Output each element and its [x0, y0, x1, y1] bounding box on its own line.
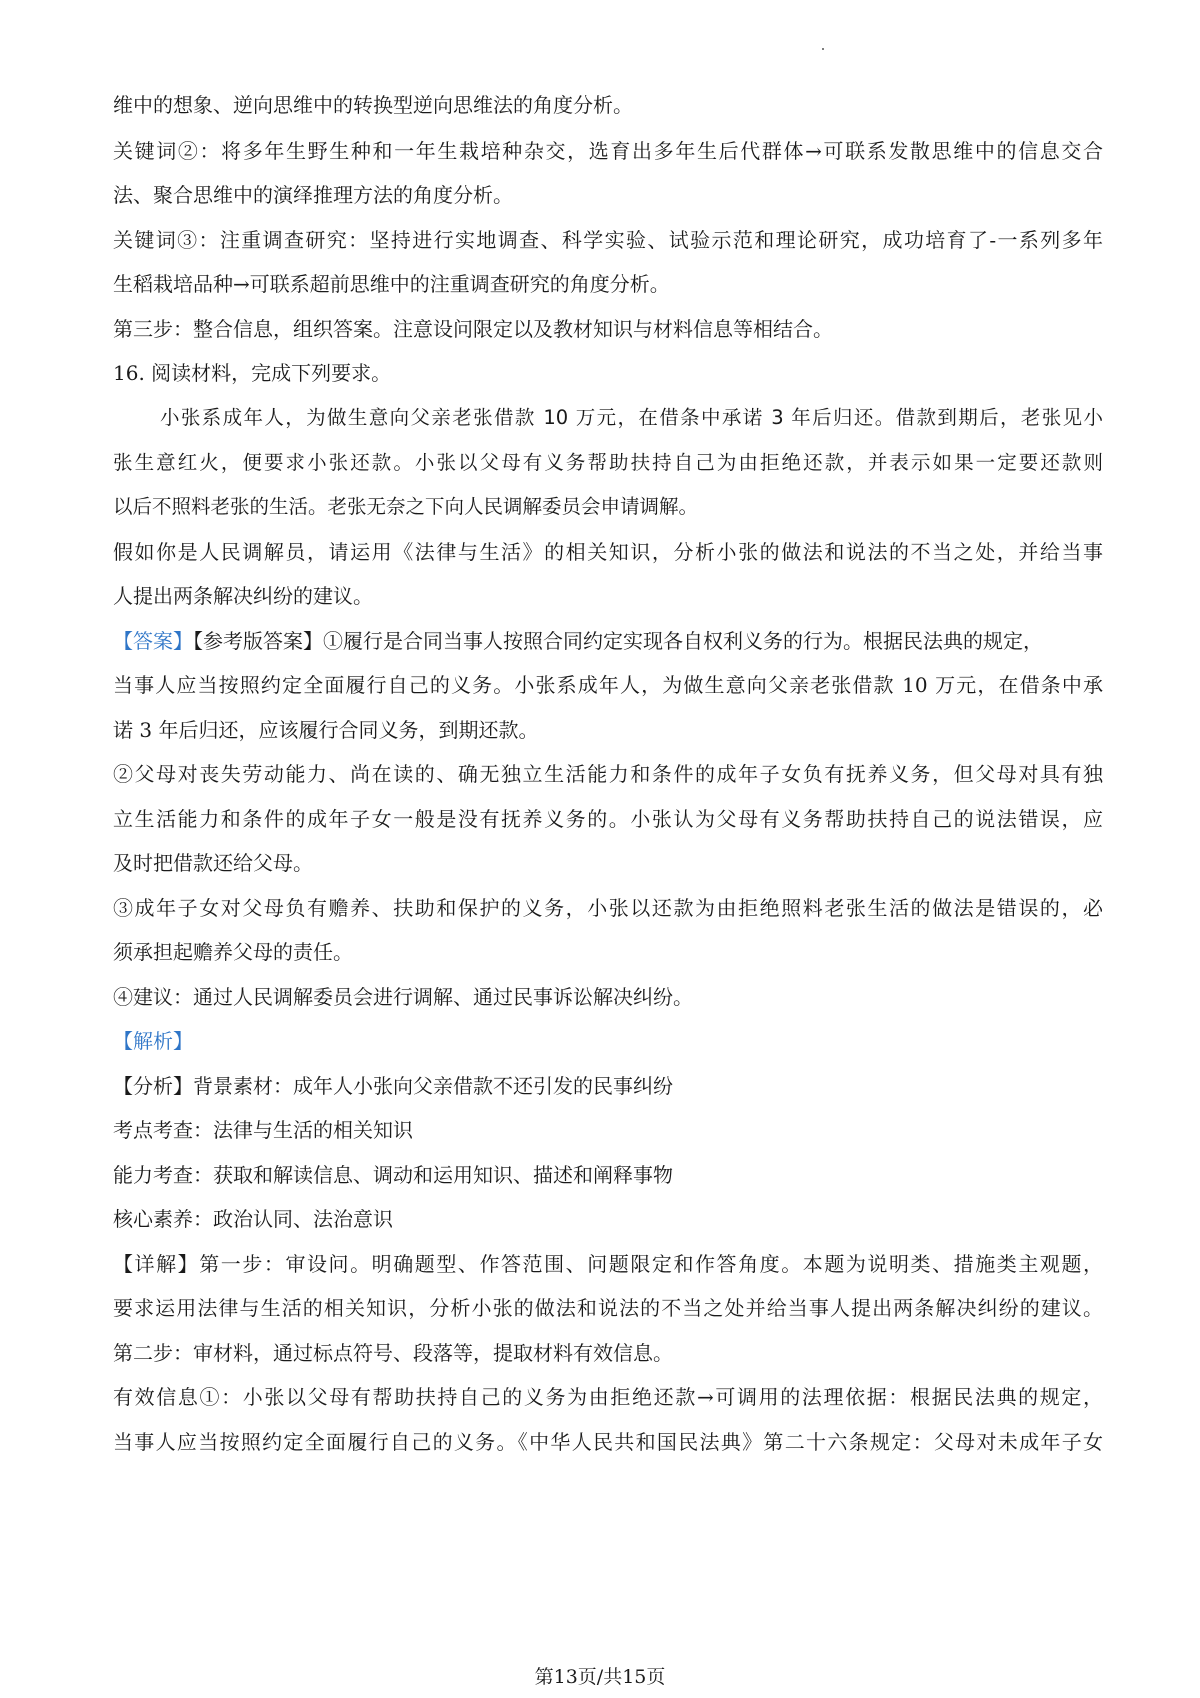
text-line: 法、聚合思维中的演绎推理方法的角度分析。: [113, 183, 513, 207]
analysis-line: 有效信息①：小张以父母有帮助扶持自己的义务为由拒绝还款→可调用的法理依据：根据民法典的规定，: [113, 1385, 1103, 1409]
analysis-line: 核心素养：政治认同、法治意识: [113, 1207, 393, 1231]
answer-line: 立生活能力和条件的成年子女一般是没有抚养义务的。小张认为父母有义务帮助扶持自己的说法错误，应: [113, 807, 1103, 831]
answer-tag: 【答案】: [113, 629, 193, 653]
answer-line: 须承担起赡养父母的责任。: [113, 940, 353, 964]
question-line: 人提出两条解决纠纷的建议。: [113, 584, 373, 608]
page-number: 第13页/共15页: [534, 1666, 666, 1688]
answer-line: 及时把借款还给父母。: [113, 851, 313, 875]
answer-line: 诺 3 年后归还，应该履行合同义务，到期还款。: [113, 718, 539, 742]
question-line: 假如你是人民调解员，请运用《法律与生活》的相关知识，分析小张的做法和说法的不当之处，并给当事: [113, 540, 1103, 564]
scan-dot: [822, 48, 824, 50]
analysis-line: 【分析】背景素材：成年人小张向父亲借款不还引发的民事纠纷: [113, 1074, 673, 1098]
text-line: 维中的想象、逆向思维中的转换型逆向思维法的角度分析。: [113, 93, 633, 117]
answer-line: ③成年子女对父母负有赡养、扶助和保护的义务，小张以还款为由拒绝照料老张生活的做法是错误的，必: [113, 896, 1103, 920]
analysis-line: 【详解】第一步：审设问。明确题型、作答范围、问题限定和作答角度。本题为说明类、措施类主观题，: [113, 1252, 1103, 1276]
analysis-tag: 【解析】: [113, 1029, 193, 1053]
analysis-line: 当事人应当按照约定全面履行自己的义务。《中华人民共和国民法典》第二十六条规定：父母对未成年子女: [113, 1430, 1103, 1454]
answer-line: ④建议：通过人民调解委员会进行调解、通过民事诉讼解决纠纷。: [113, 985, 693, 1009]
answer-line: ②父母对丧失劳动能力、尚在读的、确无独立生活能力和条件的成年子女负有抚养义务，但父母对具有独: [113, 762, 1103, 786]
question-title: 16. 阅读材料，完成下列要求。: [113, 361, 392, 385]
analysis-line: 第二步：审材料，通过标点符号、段落等，提取材料有效信息。: [113, 1341, 673, 1365]
analysis-line: 能力考查：获取和解读信息、调动和运用知识、描述和阐释事物: [113, 1163, 673, 1187]
analysis-line: 要求运用法律与生活的相关知识，分析小张的做法和说法的不当之处并给当事人提出两条解决纠纷的建议。: [113, 1296, 1103, 1320]
material-line: 小张系成年人，为做生意向父亲老张借款 10 万元，在借条中承诺 3 年后归还。借款到期后，老张见小: [160, 406, 1103, 429]
answer-line: 当事人应当按照约定全面履行自己的义务。小张系成年人，为做生意向父亲老张借款 10 万元，在借条中承: [113, 673, 1103, 697]
material-line: 以后不照料老张的生活。老张无奈之下向人民调解委员会申请调解。: [113, 495, 699, 518]
material-line: 张生意红火，便要求小张还款。小张以父母有义务帮助扶持自己为由拒绝还款，并表示如果一定要还款则: [113, 451, 1103, 474]
analysis-line: 考点考查：法律与生活的相关知识: [113, 1118, 413, 1142]
answer-text: 【参考版答案】①履行是合同当事人按照合同约定实现各自权利义务的行为。根据民法典的规定，: [193, 629, 1043, 653]
text-line: 第三步：整合信息，组织答案。注意设问限定以及教材知识与材料信息等相结合。: [113, 317, 833, 341]
text-line: 关键词②：将多年生野生种和一年生栽培种杂交，选育出多年生后代群体→可联系发散思维中的信息交合: [113, 139, 1103, 163]
text-line: 生稻栽培品种→可联系超前思维中的注重调查研究的角度分析。: [113, 272, 670, 296]
answer-line: [113, 629, 1103, 653]
text-line: 关键词③：注重调查研究：坚持进行实地调查、科学实验、试验示范和理论研究，成功培育了-一系列多年: [113, 228, 1103, 252]
